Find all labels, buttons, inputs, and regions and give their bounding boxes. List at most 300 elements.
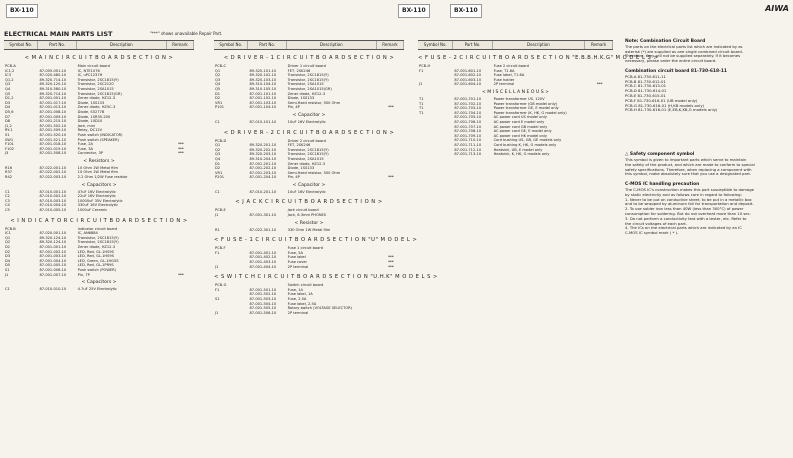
table-cell: Power transformer (GB model only) — [493, 101, 558, 106]
table-cell: SW1 — [5, 137, 14, 142]
table-cell: *** — [178, 272, 184, 277]
table-cell: Jack, mini — [77, 123, 96, 128]
table-cell: 87-001-709-10 — [454, 133, 482, 138]
table-cell: Transistor, 2SC1815(GR) — [77, 91, 122, 96]
table-cell: 87-001-702-10 — [454, 101, 482, 106]
table-cell: Q1 — [215, 68, 221, 73]
table-cell: Transistor, 2SA1015(GR) — [287, 86, 332, 91]
table-cell: 87-001-007-10 — [39, 272, 67, 277]
table-cell: Diode, 1SS133 — [77, 100, 105, 105]
table-cell: LED, Green, GL-1HG5S — [77, 258, 119, 263]
table-cell — [377, 228, 404, 233]
table-cell: 87-001-019-10 — [39, 146, 67, 151]
table-cell: 87-001-001-10 — [39, 245, 67, 249]
table-cell: *** — [178, 142, 184, 147]
table-cell: 87-001-101-10 — [249, 91, 277, 96]
table-cell: PCB-H — [419, 64, 431, 68]
table-cell: 87-001-404-10 — [249, 264, 277, 269]
table-cell: 87-010-005-10 — [39, 208, 67, 213]
table-cell: Driver 2 circuit board — [287, 138, 326, 143]
table-cell: AC power cord HK model only — [493, 133, 548, 138]
table-cell: 87-022-003-10 — [39, 175, 67, 180]
table-cell: 89-320-202-10 — [249, 147, 277, 152]
table-cell: AC power cord GB model only — [493, 124, 548, 129]
table-cell: Rotary switch (VOLTAGE SELECTOR) — [287, 306, 353, 311]
table-row — [418, 82, 613, 87]
table-cell: 87-001-215-10 — [39, 119, 67, 124]
table-cell: 87-001-006-10 — [39, 267, 67, 272]
table-cell: 87-010-002-10 — [39, 194, 67, 199]
section-title: < J A C K C I R C U I T B O A R D S E C T I O N > — [235, 199, 383, 206]
safety-note-line: safety specifications. Therefore, when replacing a component with — [625, 166, 752, 172]
table-cell: 2P terminal — [493, 82, 515, 87]
table-cell: C1 — [215, 119, 220, 124]
table-cell: 89-310-104-10 — [249, 82, 277, 87]
table-row — [214, 175, 404, 180]
section-title: < Resistors > — [83, 158, 115, 164]
table-cell: 87-001-710-10 — [454, 138, 482, 143]
section-title: < Capacitor > — [292, 112, 326, 118]
table-header-cell: Description — [77, 41, 167, 49]
table-cell: *** — [388, 175, 394, 180]
table-cell: 87-022-002-10 — [39, 170, 67, 175]
table-cell: AC power cord US model only — [493, 115, 547, 120]
table-cell: FET, 2SK246 — [287, 68, 311, 73]
table-cell: Transistor, 2SC1815(Y) — [287, 152, 329, 157]
table-cell: 89-320-124-10 — [39, 235, 67, 240]
table-cell: 87-001-705-10 — [454, 115, 482, 120]
table-cell: F102 — [5, 146, 14, 151]
table-cell: 2P terminal — [287, 310, 309, 315]
table-cell: R16 — [5, 165, 13, 170]
table-cell: Zener diode, HZ5C-3 — [77, 105, 116, 110]
table-cell: 87-005-001-10 — [39, 68, 67, 73]
table-cell: C1 — [5, 189, 10, 194]
table-cell: 87-001-013-10 — [39, 105, 67, 110]
section-title: < F U S E - 2 C I R C U I T B O A R D S E C T I O N "E.B.B.H.K.G" M O D E L S > — [418, 55, 659, 61]
combo-list-title: Combination circuit board 81-730-618-11 — [625, 68, 727, 74]
table-cell: *** — [388, 264, 394, 269]
table-cell: Jack circuit board — [287, 208, 319, 213]
table-cell: 10000uF 35V Electrolytic — [77, 198, 123, 203]
table-cell: 87-001-017-10 — [39, 100, 67, 105]
table-cell: Fuse 1 circuit board — [287, 246, 324, 251]
safety-title-text: Safety component symbol — [629, 152, 695, 158]
section-title: < Capacitors > — [81, 182, 117, 188]
table-cell — [167, 208, 194, 213]
table-cell: Transistor, 2SC1815(Y) — [287, 147, 329, 152]
table-cell: Jack, 6.3mm PHONES — [287, 213, 327, 218]
table-cell: 87-010-004-10 — [39, 203, 67, 208]
table-cell: F1 — [419, 68, 424, 73]
table-cell: Power transformer GE, E model only — [493, 106, 559, 111]
table-cell: FET, 2SK246 — [287, 143, 311, 148]
table-cell: 89-320-714-10 — [39, 77, 67, 82]
table-cell: Fuse, 2.5A — [287, 297, 307, 301]
table-cell: T1 — [419, 106, 424, 111]
section-title: < I N D I C A T O R C I R C U I T B O A R D S E C T I O N > — [10, 217, 188, 224]
table-cell: 87-001-504-10 — [249, 301, 277, 306]
table-cell: 87-001-701-10 — [454, 96, 482, 101]
table-cell — [167, 175, 194, 180]
table-cell: Fuse cover — [287, 260, 308, 265]
header-badge-mid-1: BX-110 — [398, 4, 430, 18]
combo-note-line: necessary, please order the entire circuit board. — [625, 58, 717, 64]
table-cell: 87-001-018-10 — [39, 142, 67, 147]
table-cell: 10 Ohm 1W Metal film — [77, 170, 118, 175]
table-header-cell: Description — [493, 41, 586, 49]
table-cell: Transistor, 2SC1815(Y) — [77, 240, 119, 245]
cmos-note-line: The C-MOS IC's construction makes this part susceptible to damage — [625, 186, 755, 192]
table-cell: D2 — [215, 96, 221, 101]
safety-note-line: the safety of the product, and which are made to conform to special — [625, 161, 755, 167]
table-cell: Q4 — [215, 156, 221, 161]
section-title: < M I S C E L L A N E O U S > — [482, 89, 549, 95]
table-cell: J1,2 — [5, 123, 12, 128]
table-header-cell: Part No. — [248, 41, 286, 49]
table-cell — [377, 311, 404, 316]
section-title: < D R I V E R - 1 C I R C U I T B O A R D S E C T I O N > — [223, 55, 395, 61]
table-cell: Connector, 3P — [77, 151, 103, 156]
table-row — [418, 152, 613, 157]
table-cell: Zener diode, HZ12-3 — [77, 96, 116, 101]
table-cell: PCB-F — [215, 246, 226, 251]
table-cell: C4 — [5, 203, 10, 208]
table-row — [214, 213, 404, 218]
table-row — [214, 190, 404, 195]
combo-item: PCB-C 81-730-613-01 — [625, 83, 667, 89]
combo-item: PCB-E 81-730-615-01 — [625, 92, 666, 98]
cmos-note-line: 2. To use solder iron less than 40W (less than 300°C) of power — [625, 206, 744, 212]
table-cell: Q2 — [215, 73, 221, 78]
table-cell: 87-001-520-10 — [39, 132, 67, 137]
table-cell: Diode, 1SR35-200 — [77, 114, 111, 119]
table-cell: Heatsink, K, HK, G models only — [493, 152, 550, 157]
table-cell: AC power cord GE, E model only — [493, 129, 552, 134]
table-cell: 87-010-201-10 — [249, 189, 277, 194]
table-cell: S1 — [215, 297, 220, 301]
table-cell: 89-310-105-10 — [249, 86, 277, 91]
safety-note-line: this symbol, make absolutely sure that you use a designated part. — [625, 171, 752, 177]
table-cell: 87-001-009-10 — [39, 114, 67, 119]
table-cell: D2 — [215, 166, 221, 171]
table-cell: *** — [178, 146, 184, 151]
table-cell: Fuse label — [287, 255, 306, 260]
cmos-title: C-MOS IC handling precaution — [625, 182, 700, 188]
table-cell: *** — [388, 105, 394, 110]
table-cell: IC, NTE1076 — [77, 68, 100, 73]
combo-item: PCB-B 81-730-612-01 — [625, 78, 666, 84]
table-cell: Transistor, 2SA1015 — [287, 82, 324, 87]
table-cell: 87-001-003-10 — [39, 254, 67, 259]
table-cell: 89-320-714-10 — [39, 91, 67, 96]
table-cell: Q3 — [5, 82, 11, 87]
table-row — [4, 151, 194, 156]
table-row — [214, 228, 404, 233]
section-title: < F U S E - 1 C I R C U I T B O A R D S E C T I O N "U" M O D E L > — [214, 237, 418, 244]
table-cell: 47uF 16V Electrolytic — [77, 189, 116, 194]
table-cell: D3 — [5, 100, 11, 105]
table-cell — [377, 190, 404, 195]
table-cell: 89-320-203-10 — [249, 152, 277, 157]
table-cell: Fuse, 5A — [287, 250, 303, 255]
table-row — [4, 208, 194, 213]
combo-note-line: asterisk (*) are supplied as one single combined circuit board. — [625, 48, 744, 54]
header-badge-mid-2: BX-110 — [450, 4, 482, 18]
table-cell: 87-001-501-10 — [249, 287, 277, 292]
table-cell: Cord bushing K, HK, G models only — [493, 142, 557, 147]
table-cell: D4 — [5, 105, 11, 110]
table-cell: 87-001-008-10 — [39, 109, 67, 114]
table-cell: 87-001-104-10 — [249, 105, 277, 110]
table-cell: RY-1 — [5, 128, 13, 133]
table-cell: 1000uF Ceramic — [77, 208, 108, 213]
table-cell: Transistor, 2SA1015 — [77, 86, 114, 91]
table-cell: F1 — [215, 250, 220, 255]
table-cell: Semi-fixed resistor, 500 Ohm — [287, 100, 341, 105]
table-cell: C5 — [5, 208, 10, 213]
table-cell: S1 — [5, 267, 10, 272]
table-cell: Push switch (POWER) — [77, 267, 117, 272]
table-cell: 89-320-101-10 — [249, 68, 277, 73]
cmos-note-line: consumption for soldering. But do not overheat more than 10 sec. — [625, 210, 751, 216]
table-cell: R37 — [5, 170, 13, 175]
table-cell: LED, Red, GL-1HS9S — [77, 249, 114, 254]
table-cell: 87-001-708-10 — [454, 129, 482, 134]
table-cell: 89-320-102-10 — [249, 73, 277, 78]
table-cell: Q1 — [215, 143, 221, 148]
combo-item: PCB-H 81-730-616-01 (E,EB,K,KB,G models only) — [625, 107, 718, 113]
table-cell: 87-001-506-10 — [249, 310, 277, 315]
table-cell: 87-001-601-10 — [454, 68, 482, 73]
combo-note-line: The parts on the electrical parts list which are indicated by as — [625, 43, 743, 49]
table-cell: J1 — [215, 213, 219, 218]
table-cell: 87-001-707-10 — [454, 124, 482, 129]
table-cell: C3 — [5, 198, 10, 203]
table-cell: J1 — [215, 264, 219, 269]
table-cell: IC, AN6884 — [77, 231, 98, 236]
cmos-note-line: the circuit voltages of each part. — [625, 220, 687, 226]
table-cell: 2.2 Ohm 1/2W Fuse resistor — [77, 175, 128, 180]
table-cell: IC, uPC1237H — [77, 73, 103, 78]
table-cell: 87-001-521-10 — [39, 137, 67, 142]
table-cell: Driver 1 circuit board — [287, 64, 326, 68]
table-cell: 87-001-102-10 — [249, 96, 277, 101]
table-cell: Q2 — [215, 147, 221, 152]
table-cell: Q5 — [215, 86, 221, 91]
table-cell: Transistor, 2SC2120 — [77, 82, 114, 87]
table-cell: D5 — [5, 263, 11, 268]
table-cell: IC3 — [5, 73, 11, 78]
table-cell: PCB-G — [215, 283, 227, 288]
table-cell: Push switch (INDICATOR) — [77, 132, 123, 137]
table-cell: D1 — [215, 91, 221, 96]
table-cell: IC1,2 — [5, 68, 15, 73]
table-cell: Power transformer (K, HK, G model only) — [493, 110, 567, 115]
table-cell: J3 — [5, 151, 9, 156]
parts-column-1 — [4, 40, 194, 452]
table-cell: D7 — [5, 114, 11, 119]
combo-item: PCB-F 81-730-616-01 (UB model only) — [625, 97, 698, 103]
table-cell: Q4 — [5, 86, 11, 91]
table-cell: 87-001-005-10 — [39, 263, 67, 268]
table-cell: *** — [178, 151, 184, 156]
table-cell: J1 — [419, 82, 423, 87]
table-cell: 87-001-502-10 — [249, 292, 277, 297]
table-cell: Q1,2 — [5, 77, 14, 82]
table-cell: S1 — [5, 132, 10, 137]
table-cell: Fuse label, 1A — [287, 292, 313, 297]
table-cell: 330uF 16V Electrolytic — [77, 203, 119, 208]
table-cell: Transistor, 2SC1815(Y) — [287, 73, 329, 78]
table-cell: Q5 — [5, 91, 11, 96]
table-cell: Pin, 7P — [77, 272, 90, 277]
table-header-cell: Remark — [585, 41, 613, 49]
table-cell: D4 — [5, 258, 11, 263]
header-badge-left: BX-110 — [6, 4, 38, 18]
table-cell: 89-320-103-10 — [249, 77, 277, 82]
table-cell: 87-001-713-10 — [454, 152, 482, 157]
table-cell: D1 — [215, 161, 221, 166]
table-cell: D1 — [5, 245, 11, 249]
combo-note-title: Note: Combination Circuit Board — [625, 39, 706, 44]
table-cell: Main circuit board — [77, 64, 110, 68]
table-cell: 87-001-706-10 — [454, 119, 482, 124]
table-row — [4, 175, 194, 180]
table-cell: Fuse label, T1.6A — [493, 73, 525, 78]
table-cell: Q1 — [5, 235, 11, 240]
table-cell: Q2 — [5, 240, 11, 245]
table-cell: 87-001-001-10 — [39, 96, 67, 101]
table-cell: Relay, DC12V — [77, 128, 103, 133]
table-cell: P201 — [215, 175, 225, 180]
table-cell: 87-001-402-10 — [249, 255, 277, 260]
table-cell: Zener diode, HZ12-3 — [287, 91, 326, 96]
table-cell: VR1 — [215, 170, 223, 175]
table-cell: 87-001-703-10 — [454, 106, 482, 111]
table-cell: Switch circuit board — [287, 283, 324, 288]
section-title: < Capacitors > — [81, 280, 117, 286]
table-cell: Fuse, 2A — [77, 142, 93, 147]
table-cell: 87-010-003-10 — [39, 198, 67, 203]
table-cell: Power transformer US, 120V — [493, 96, 545, 101]
table-cell: PCB-D — [215, 138, 227, 143]
table-cell: C1 — [5, 287, 10, 292]
table-cell: Transistor, 2SA1015 — [287, 156, 324, 161]
table-cell: 87-001-712-10 — [454, 147, 482, 152]
table-row — [214, 105, 404, 110]
table-cell: F1 — [215, 287, 220, 292]
table-cell: D5,6 — [5, 109, 14, 114]
table-cell: 87-010-101-10 — [249, 119, 277, 124]
table-cell: Zener diode, HZ12-3 — [287, 161, 326, 166]
table-cell: J1 — [215, 310, 219, 315]
table-header — [4, 40, 194, 50]
table-cell: 87-010-001-10 — [39, 189, 67, 194]
table-cell: 89-320-120-10 — [39, 82, 67, 87]
cmos-note-line: 1. Never to be put on conductive sheet, to be put in a metallic box — [625, 196, 752, 202]
safety-note-line: This symbol is given to important parts which serve to maintain — [625, 156, 747, 162]
table-cell: 89-310-580-10 — [39, 86, 67, 91]
cmos-note-line: 4. The ICs on the electrical parts which are indicated by an IC — [625, 225, 742, 231]
table-cell: IC1 — [5, 231, 11, 236]
table-cell: 87-001-403-10 — [249, 260, 277, 265]
page-title: ELECTRICAL MAIN PARTS LIST — [4, 30, 113, 38]
table-cell: *** — [388, 255, 394, 260]
table-cell: D8 — [5, 119, 11, 124]
combo-item: PCB-D 81-730-614-01 — [625, 88, 667, 94]
table-cell: Zener diode, HZ12-3 — [77, 245, 116, 249]
table-cell: Transistor, 2SC1815(Y) — [287, 77, 329, 82]
table-cell: Cord bushing US, GB, GE models only — [493, 138, 562, 143]
table-cell: 87-020-001-10 — [39, 231, 67, 236]
table-cell: 87-001-203-10 — [249, 170, 277, 175]
table-cell: 87-022-001-10 — [39, 165, 67, 170]
table-cell: 87-001-704-10 — [454, 110, 482, 115]
table-header — [214, 40, 404, 50]
section-title: < Resistor > — [294, 220, 324, 226]
table-cell: LED, Red, GL-1HS9S — [77, 254, 114, 259]
table-cell: 330 Ohm 1W Metal film — [287, 227, 331, 232]
brand-logo: AIWA — [765, 4, 789, 13]
table-cell: Push switch (SPEAKER) — [77, 137, 120, 142]
table-cell: Fuse label, 2.5A — [287, 301, 317, 306]
table-cell: Fuse, 3A — [77, 146, 93, 151]
table-cell: *** — [596, 82, 603, 87]
table-row — [4, 287, 194, 292]
table-cell: Transistor, 2SC1815(Y) — [77, 77, 119, 82]
table-cell: 87-020-480-10 — [39, 73, 67, 78]
table-cell: Transistor, 2SC1815(Y) — [77, 235, 119, 240]
table-cell: 87-022-301-10 — [249, 227, 277, 232]
table-cell — [377, 213, 404, 218]
table-cell: 89-310-204-10 — [249, 156, 277, 161]
cmos-note-line: C-MOS IC symbol mark ( * ). — [625, 230, 679, 236]
table-cell: Fuse 2 circuit board — [493, 64, 529, 68]
table-row — [214, 265, 404, 270]
table-cell: 87-001-004-10 — [39, 258, 67, 263]
table-cell: Pin, 4P — [287, 175, 300, 180]
table-row — [214, 120, 404, 125]
table-header-cell: Symbol No. — [4, 41, 38, 49]
table-cell: F101 — [5, 142, 14, 147]
table-cell: 87-010-010-10 — [39, 287, 67, 292]
table-row — [4, 273, 194, 278]
table-cell: T1 — [419, 101, 424, 106]
section-title: < S W I T C H C I R C U I T B O A R D S E C T I O N "U.H.K" M O D E L S > — [214, 274, 438, 281]
table-cell — [418, 152, 453, 157]
table-cell — [167, 287, 194, 292]
table-cell: Indicator circuit board — [77, 226, 118, 231]
table-cell: Diode, S5277B — [77, 109, 105, 114]
table-cell: T1 — [419, 96, 424, 101]
table-cell: C2 — [5, 194, 10, 199]
table-header — [418, 40, 613, 50]
table-cell: 87-001-604-10 — [454, 82, 482, 87]
cmos-note-line: 3. Do not perform a conductivity test with a tester, etc. Refer to — [625, 215, 747, 221]
table-cell: D3 — [5, 254, 11, 259]
section-title: < Capacitor > — [292, 182, 326, 188]
table-cell: *** — [388, 260, 394, 265]
table-cell: 87-001-002-10 — [39, 249, 67, 254]
table-cell: C1 — [215, 189, 220, 194]
table-header-cell: Part No. — [453, 41, 492, 49]
combo-item: PCB-A 81-730-611-11 — [625, 73, 666, 79]
table-header-cell: Symbol No. — [418, 41, 453, 49]
table-cell: 87-001-503-10 — [249, 297, 277, 301]
table-cell: Pin, 4P — [287, 105, 300, 110]
cmos-note-line: by static electricity and as follows care in regard to following: — [625, 191, 742, 197]
